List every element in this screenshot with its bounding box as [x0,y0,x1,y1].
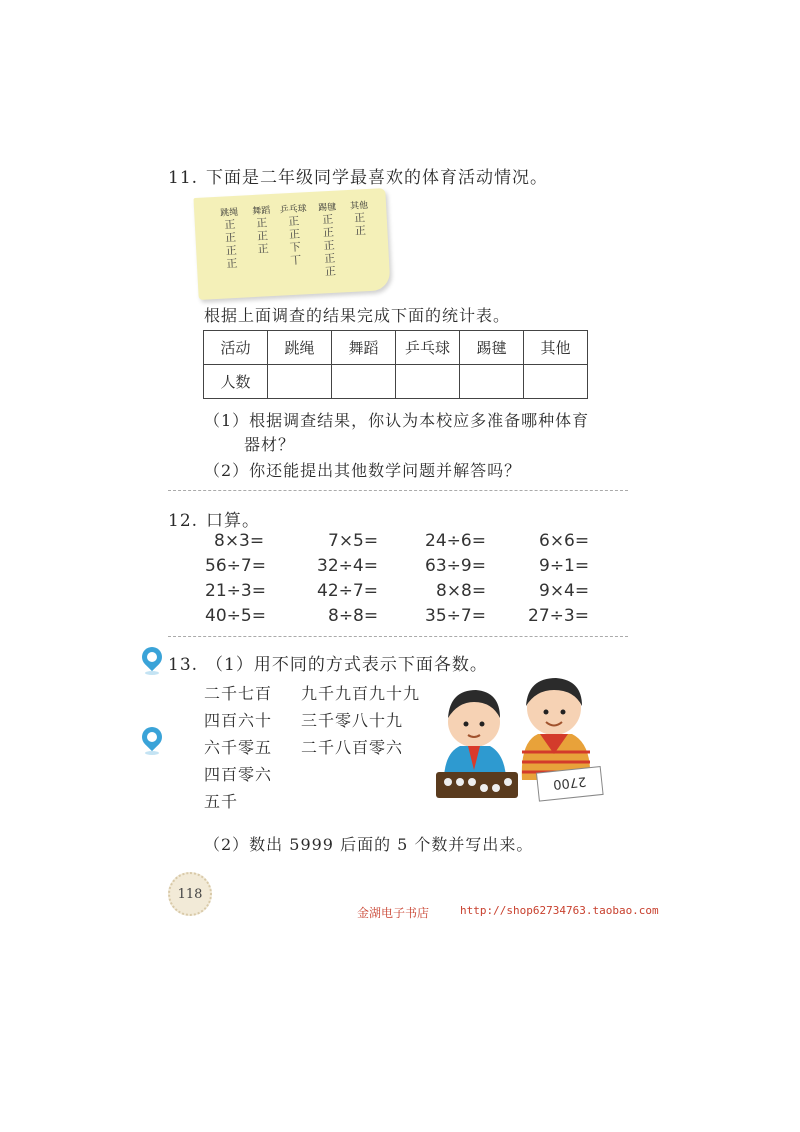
q11-title: 下面是二年级同学最喜欢的体育活动情况。 [206,168,549,188]
tally-mark: 正 [287,214,300,229]
calc-item: 8×8= [436,581,487,601]
number-word: 六千零五 [204,738,273,757]
pin-shadow [145,671,159,675]
statistics-table [203,330,588,399]
calc-item: 9×4= [539,581,590,601]
answer-cell[interactable] [332,365,396,399]
tally-mark: 正 [322,225,335,240]
number-word: 四百零六 [204,765,273,784]
table-cell: 踢毽 [460,331,524,365]
tally-note [193,188,390,300]
number-word: 四百六十 [204,711,273,730]
divider [168,636,628,637]
page-number: 118 [177,886,203,902]
calc-item: 27÷3= [528,606,589,626]
q12-title-line [168,506,260,531]
calc-item: 32÷4= [317,556,378,576]
tally-column-dance [245,194,278,256]
tally-column-ping-pong [277,192,311,267]
table-row [204,331,588,365]
tally-mark: 正 [224,217,236,232]
tally-mark: 丅 [290,253,302,268]
q13-number: 13. [168,655,199,675]
calc-item: 6×6= [539,531,590,551]
calc-item: 24÷6= [425,531,486,551]
table-cell: 活动 [204,331,268,365]
table-row [204,365,588,399]
answer-cell[interactable] [460,365,524,399]
q13-sub2: （2）数出 5999 后面的 5 个数并写出来。 [204,835,534,854]
paper-number: 2700 [552,773,587,792]
tally-mark: 正 [353,211,366,225]
tally-head: 跳绳 [220,207,239,219]
q11-sub1-line2: 器材？ [244,435,296,454]
tally-mark: 正 [226,256,238,271]
number-paper [536,767,603,802]
table-cell: 其他 [524,331,588,365]
tally-column-other [343,189,375,239]
number-word: 三千零八十九 [301,711,404,730]
q11-sub1-line1: （1）根据调查结果，你认为本校应多准备哪种体育 [204,411,590,430]
calc-item: 42÷7= [317,581,378,601]
table-cell: 乒乓球 [396,331,460,365]
pin-shadow [145,751,159,755]
q13-title: （1）用不同的方式表示下面各数。 [206,655,488,675]
tally-mark: 正 [354,224,367,238]
tally-mark: 正 [224,230,237,245]
tally-head: 乒乓球 [279,204,307,216]
q12-number: 12. [168,511,199,531]
tally-head: 舞蹈 [251,206,271,218]
answer-cell[interactable] [524,365,588,399]
location-pin-icon [138,723,166,751]
q11-title-line [168,163,548,188]
location-pin-icon [138,643,166,671]
tally-mark: 正 [324,264,337,279]
tally-mark: 正 [288,227,301,242]
tally-mark: 正 [323,238,335,253]
table-cell: 人数 [204,365,268,399]
answer-cell[interactable] [268,365,332,399]
calc-item: 35÷7= [425,606,486,626]
calc-item: 40÷5= [205,606,266,626]
shop-url[interactable]: http://shop62734763.taobao.com [460,904,659,917]
number-word: 二千八百零六 [301,738,404,757]
number-word: 二千七百 [204,684,273,703]
child-with-paper [522,678,590,780]
q11-number: 11. [168,168,199,188]
tally-column-shuttlecock [311,190,346,278]
calc-item: 8×3= [214,531,265,551]
calc-item: 63÷9= [425,556,486,576]
page-number-badge [168,872,212,916]
q11-instruction: 根据上面调查的结果完成下面的统计表。 [204,306,511,325]
calc-item: 9÷1= [539,556,590,576]
table-cell: 舞蹈 [332,331,396,365]
tally-mark: 正 [225,243,238,258]
tally-head: 其他 [349,200,369,212]
divider [168,490,628,491]
q12-title: 口算。 [206,511,261,531]
number-word: 五千 [204,792,239,811]
calc-item: 56÷7= [205,556,266,576]
calc-item: 21÷3= [205,581,266,601]
calc-item: 8÷8= [328,606,379,626]
tally-mark: 正 [256,216,268,230]
calc-item: 7×5= [328,531,379,551]
tally-mark: 正 [256,229,269,243]
tally-mark: 下 [289,240,302,255]
answer-cell[interactable] [396,365,460,399]
tally-head: 踢毽 [317,202,337,214]
children-illustration [436,672,606,804]
q11-sub2: （2）你还能提出其他数学问题并解答吗？ [204,461,522,480]
table-cell: 跳绳 [268,331,332,365]
shop-watermark: 金湖电子书店 [357,906,430,920]
tally-mark: 正 [257,242,270,256]
tally-mark: 正 [321,212,334,227]
tally-column-jump-rope [213,195,247,270]
tally-mark: 正 [323,251,336,266]
number-word: 九千九百九十九 [301,684,421,703]
